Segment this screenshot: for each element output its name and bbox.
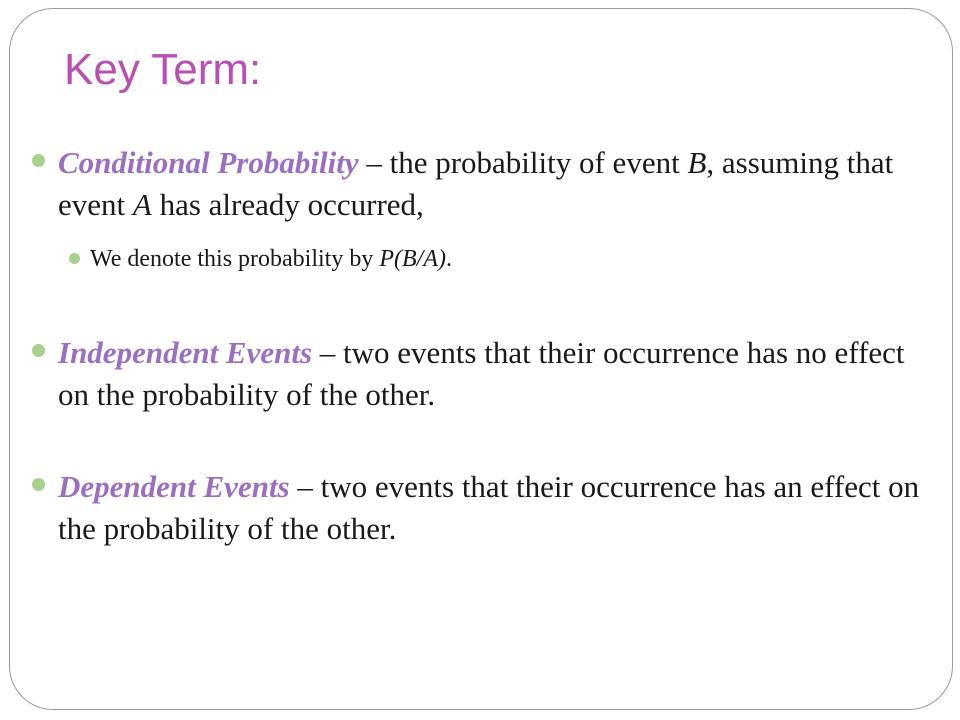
term-label: Conditional Probability — [58, 145, 359, 180]
variable-a: A — [132, 187, 152, 222]
sub-item-end: . — [446, 246, 452, 272]
term-label: Dependent Events — [58, 469, 290, 504]
bullet-dot-icon — [32, 344, 45, 357]
term-dash: – — [358, 145, 390, 180]
sub-bullet-item-notation — [90, 244, 452, 274]
bullet-item-dependent-events — [58, 466, 920, 550]
bullet-item-conditional-probability — [58, 142, 920, 226]
term-dash: – — [289, 469, 321, 504]
definition-text: two events that their occurrence has an effect on the probability of the other. — [58, 469, 920, 546]
bullet-dot-icon — [32, 478, 45, 491]
term-label: Independent Events — [58, 335, 313, 370]
sub-bullet-dot-icon — [69, 253, 80, 264]
bullet-item-independent-events — [58, 332, 920, 416]
definition-text: has already occurred, — [151, 187, 424, 222]
definition-text: , assuming that event — [58, 145, 894, 222]
notation-text: P(B/A) — [379, 246, 446, 272]
term-dash: – — [312, 335, 344, 370]
slide-title: Key Term: — [64, 45, 262, 94]
variable-b: B — [687, 145, 707, 180]
definition-text: two events that their occurrence has no effect on the probability of the other. — [58, 335, 905, 412]
bullet-dot-icon — [32, 154, 45, 167]
sub-item-text: We denote this probability by — [90, 246, 380, 272]
definition-text: the probability of event — [389, 145, 688, 180]
